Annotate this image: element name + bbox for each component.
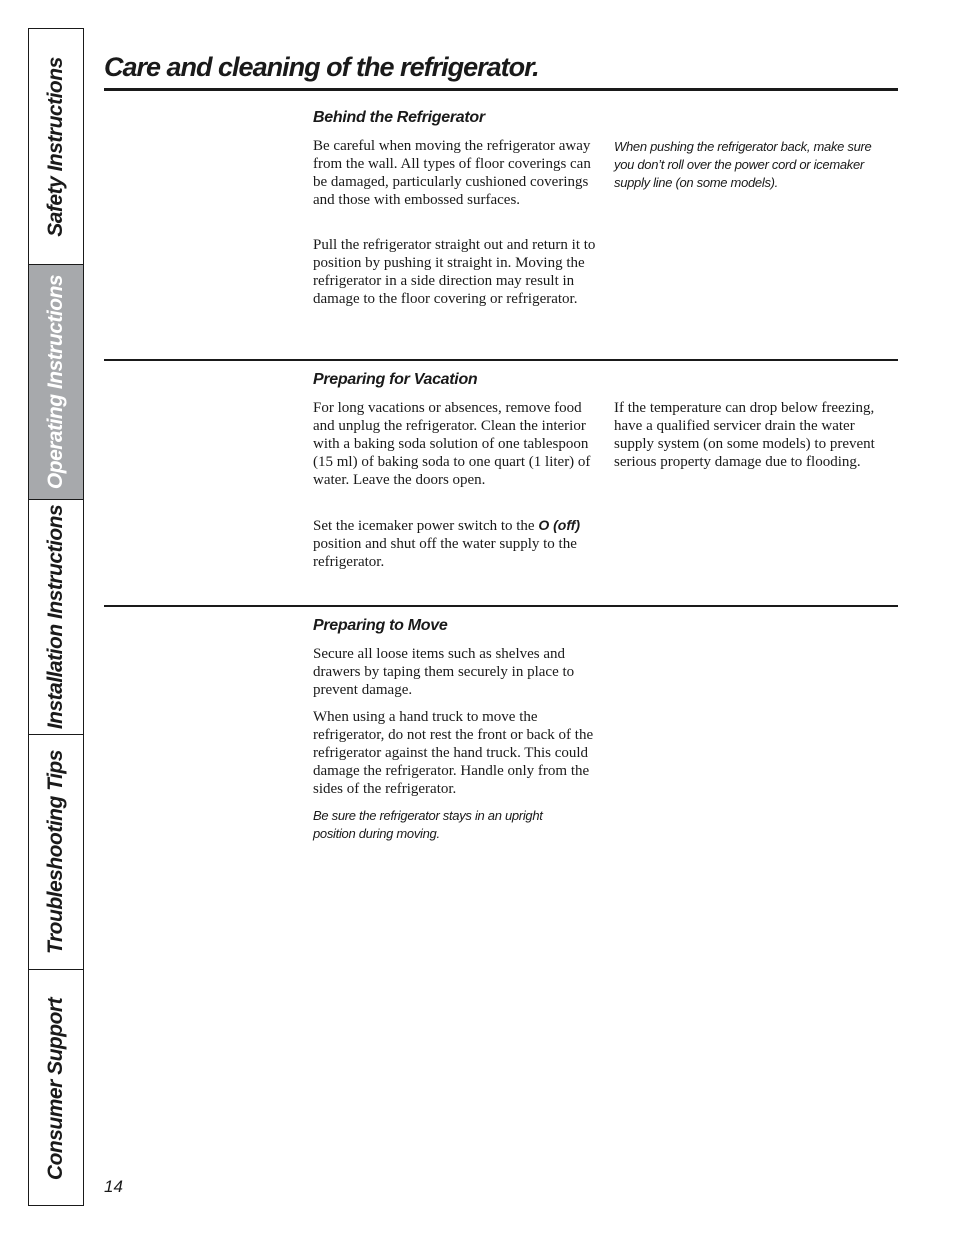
tab-installation-instructions[interactable]: [29, 500, 83, 735]
section-heading-vacation: Preparing for Vacation: [313, 371, 478, 388]
tab-label: Safety Instructions: [44, 56, 67, 237]
page-number: 14: [104, 1177, 123, 1196]
tab-troubleshooting-tips[interactable]: [29, 735, 83, 970]
tab-label: Operating Instructions: [44, 274, 67, 490]
section-heading-move: Preparing to Move: [313, 617, 448, 634]
tab-consumer-support[interactable]: [29, 970, 83, 1207]
tab-label: Consumer Support: [44, 997, 67, 1180]
vacation-column-2: If the temperature can drop below freezing, have a qualified servicer drain the water supply system (on some models) to prevent serious property damage due to flooding.: [614, 400, 875, 470]
tab-label: Troubleshooting Tips: [44, 750, 67, 954]
tab-operating-instructions[interactable]: [29, 265, 83, 500]
section-divider: [104, 359, 898, 361]
vacation-paragraph-1: For long vacations or absences, remove food and unplug the refrigerator. Clean the interior with a baking soda solution of one tablespoon (15 ml) of baking soda to one quart (1 liter) of water. Leave the doors open.: [313, 400, 591, 488]
tab-safety-instructions[interactable]: [29, 29, 83, 265]
tab-label: Installation Instructions: [44, 504, 67, 730]
section-tabs: [28, 28, 84, 1206]
move-paragraph-1: Secure all loose items such as shelves and drawers by taping them securely in place to prevent damage.: [313, 646, 575, 698]
behind-paragraph-2: Pull the refrigerator straight out and return it to position by pushing it straight in. Moving the refrigerator in a side direction may result in damage to the floor covering or refrigerator.: [313, 237, 596, 307]
off-position-label: O (off): [538, 517, 581, 533]
page-title: Care and cleaning of the refrigerator.: [104, 52, 539, 82]
title-rule: [104, 88, 898, 91]
vacation-p2-text-before: Set the icemaker power switch to the: [313, 518, 539, 534]
section-heading-behind: Behind the Refrigerator: [313, 109, 485, 126]
behind-note: When pushing the refrigerator back, make sure you don’t roll over the power cord or icemaker supply line (on some models).: [614, 139, 872, 190]
move-paragraph-2: When using a hand truck to move the refrigerator, do not rest the front or back of the refrigerator against the hand truck. This could damage the refrigerator. Handle only from the sides of the refrigerator.: [313, 709, 594, 797]
section-divider: [104, 605, 898, 607]
vacation-paragraph-2: [313, 516, 598, 571]
behind-paragraph-1: Be careful when moving the refrigerator away from the wall. All types of floor coverings can be damaged, particularly cushioned coverings and those with embossed surfaces.: [313, 138, 591, 208]
move-note: Be sure the refrigerator stays in an upright position during moving.: [313, 808, 543, 841]
vacation-p2-text-after: position and shut off the water supply to the refrigerator.: [313, 536, 577, 570]
